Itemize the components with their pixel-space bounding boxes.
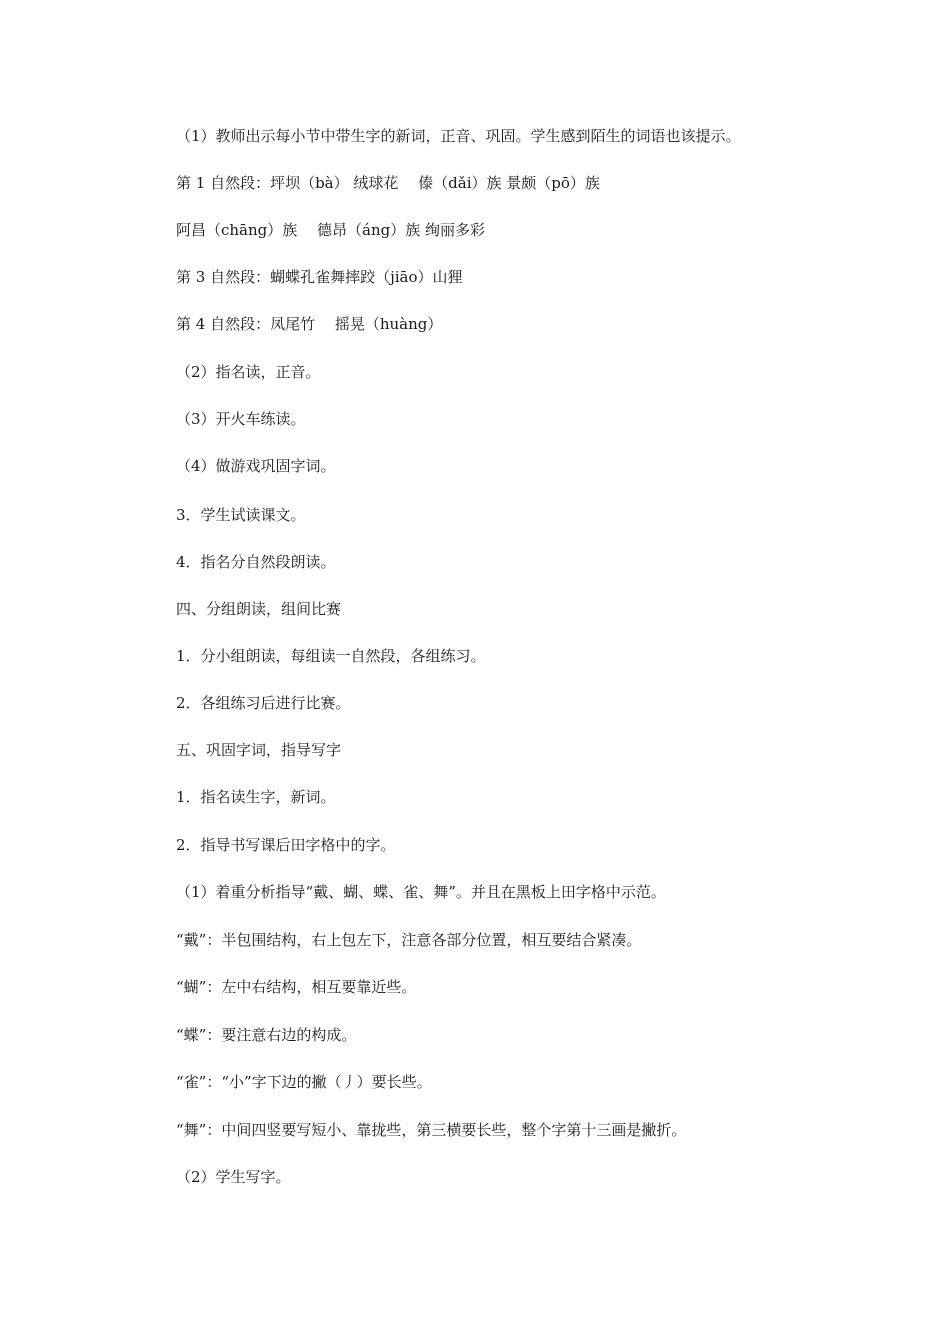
paragraph-line: 1．指名读生字，新词。 bbox=[176, 788, 336, 806]
section-heading: 五、巩固字词，指导写字 bbox=[176, 741, 342, 759]
paragraph-line: 第 3 自然段：蝴蝶孔雀舞摔跤（jiāo）山狸 bbox=[176, 268, 463, 286]
paragraph-line: 阿昌（chāng）族 德昂（áng）族 绚丽多彩 bbox=[176, 221, 486, 239]
paragraph-line: 4．指名分自然段朗读。 bbox=[176, 553, 336, 571]
paragraph-line: （1）教师出示每小节中带生字的新词，正音、巩固。学生感到陌生的词语也该提示。 bbox=[176, 127, 741, 145]
paragraph-line: 2．指导书写课后田字格中的字。 bbox=[176, 836, 396, 854]
paragraph-line: 3．学生试读课文。 bbox=[176, 506, 306, 524]
paragraph-line: 第 1 自然段：坪坝（bà） 绒球花 傣（dǎi）族 景颇（pō）族 bbox=[176, 174, 600, 192]
paragraph-line: （3）开火车练读。 bbox=[176, 410, 306, 428]
paragraph-line: “舞”：中间四竖要写短小、靠拢些，第三横要长些，整个字第十三画是撇折。 bbox=[176, 1121, 687, 1139]
paragraph-line: “雀”：“小”字下边的撇（丿）要长些。 bbox=[176, 1073, 432, 1091]
paragraph-line: （2）学生写字。 bbox=[176, 1168, 291, 1186]
paragraph-line: 2．各组练习后进行比赛。 bbox=[176, 694, 351, 712]
section-heading: 四、分组朗读，组间比赛 bbox=[176, 600, 342, 618]
paragraph-line: “戴”：半包围结构，右上包左下，注意各部分位置，相互要结合紧凑。 bbox=[176, 931, 642, 949]
paragraph-line: （4）做游戏巩固字词。 bbox=[176, 457, 336, 475]
paragraph-line: （1）着重分析指导“戴、蝴、蝶、雀、舞”。并且在黑板上田字格中示范。 bbox=[176, 883, 666, 901]
paragraph-line: “蝶”：要注意右边的构成。 bbox=[176, 1026, 357, 1044]
paragraph-line: 1．分小组朗读，每组读一自然段，各组练习。 bbox=[176, 647, 486, 665]
paragraph-line: “蝴”：左中右结构，相互要靠近些。 bbox=[176, 978, 417, 996]
paragraph-line: 第 4 自然段：凤尾竹 摇晃（huàng） bbox=[176, 315, 443, 333]
paragraph-line: （2）指名读，正音。 bbox=[176, 363, 321, 381]
